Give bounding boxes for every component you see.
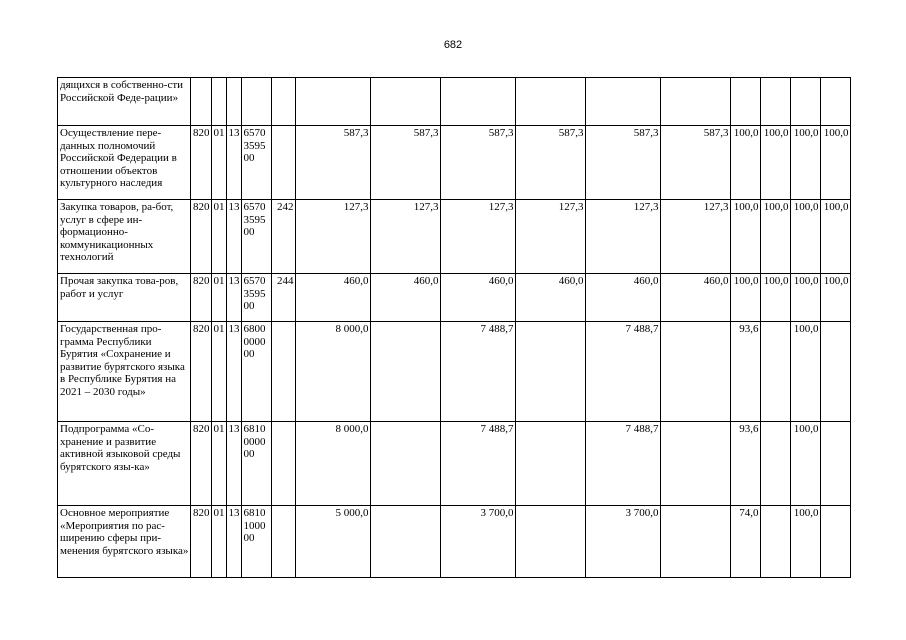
expense-type-code-cell xyxy=(271,422,295,506)
amount-cell-4: 127,3 xyxy=(515,200,585,274)
percent-cell-1: 74,0 xyxy=(730,506,760,578)
percent-cell-1: 93,6 xyxy=(730,322,760,422)
amount-cell-3: 127,3 xyxy=(440,200,515,274)
amount-cell-2: 460,0 xyxy=(370,274,440,322)
percent-cell-3 xyxy=(790,78,820,126)
amount-cell-1: 8 000,0 xyxy=(295,422,370,506)
expense-type-code-cell xyxy=(271,126,295,200)
target-article-code-cell: 6810 1000 00 xyxy=(241,506,271,578)
percent-cell-1: 93,6 xyxy=(730,422,760,506)
amount-cell-1: 8 000,0 xyxy=(295,322,370,422)
target-article-code-cell xyxy=(241,78,271,126)
amount-cell-3: 460,0 xyxy=(440,274,515,322)
grbs-code-cell: 820 xyxy=(191,322,212,422)
amount-cell-3: 7 488,7 xyxy=(440,422,515,506)
amount-cell-4: 460,0 xyxy=(515,274,585,322)
percent-cell-4: 100,0 xyxy=(820,126,850,200)
subsection-code-cell: 13 xyxy=(226,422,241,506)
percent-cell-3: 100,0 xyxy=(790,274,820,322)
percent-cell-3: 100,0 xyxy=(790,200,820,274)
table-row xyxy=(58,506,851,578)
percent-cell-2: 100,0 xyxy=(760,126,790,200)
amount-cell-4: 587,3 xyxy=(515,126,585,200)
table-row xyxy=(58,200,851,274)
amount-cell-1: 460,0 xyxy=(295,274,370,322)
percent-cell-1: 100,0 xyxy=(730,274,760,322)
target-article-code-cell: 6570 3595 00 xyxy=(241,274,271,322)
amount-cell-5: 7 488,7 xyxy=(585,422,660,506)
table-row xyxy=(58,78,851,126)
percent-cell-3: 100,0 xyxy=(790,506,820,578)
expense-type-code-cell xyxy=(271,322,295,422)
amount-cell-5 xyxy=(585,78,660,126)
table-row xyxy=(58,322,851,422)
percent-cell-4 xyxy=(820,506,850,578)
percent-cell-2 xyxy=(760,422,790,506)
table-row xyxy=(58,422,851,506)
subsection-code-cell: 13 xyxy=(226,126,241,200)
amount-cell-4 xyxy=(515,322,585,422)
amount-cell-6 xyxy=(660,422,730,506)
amount-cell-2 xyxy=(370,78,440,126)
section-code-cell: 01 xyxy=(211,126,226,200)
percent-cell-4 xyxy=(820,78,850,126)
grbs-code-cell: 820 xyxy=(191,506,212,578)
amount-cell-5: 3 700,0 xyxy=(585,506,660,578)
amount-cell-4 xyxy=(515,422,585,506)
grbs-code-cell xyxy=(191,78,212,126)
amount-cell-3: 7 488,7 xyxy=(440,322,515,422)
page-number: 682 xyxy=(443,39,463,51)
expense-type-code-cell xyxy=(271,78,295,126)
expense-type-code-cell: 244 xyxy=(271,274,295,322)
row-name-cell: Государственная про-грамма Республики Бурятия «Сохранение и развитие бурятского языка в Республике Бурятия на 2021 – 2030 годы» xyxy=(58,322,191,422)
percent-cell-2: 100,0 xyxy=(760,274,790,322)
grbs-code-cell: 820 xyxy=(191,126,212,200)
amount-cell-6: 127,3 xyxy=(660,200,730,274)
amount-cell-5: 7 488,7 xyxy=(585,322,660,422)
amount-cell-5: 587,3 xyxy=(585,126,660,200)
percent-cell-2 xyxy=(760,78,790,126)
grbs-code-cell: 820 xyxy=(191,422,212,506)
percent-cell-3: 100,0 xyxy=(790,422,820,506)
row-name-cell: Подпрограмма «Со-хранение и развитие активной языковой среды бурятского язы-ка» xyxy=(58,422,191,506)
subsection-code-cell: 13 xyxy=(226,200,241,274)
amount-cell-6: 460,0 xyxy=(660,274,730,322)
section-code-cell xyxy=(211,78,226,126)
budget-table xyxy=(57,77,851,578)
expense-type-code-cell xyxy=(271,506,295,578)
amount-cell-6 xyxy=(660,506,730,578)
section-code-cell: 01 xyxy=(211,322,226,422)
percent-cell-4 xyxy=(820,322,850,422)
amount-cell-1: 5 000,0 xyxy=(295,506,370,578)
grbs-code-cell: 820 xyxy=(191,200,212,274)
amount-cell-1: 587,3 xyxy=(295,126,370,200)
amount-cell-4 xyxy=(515,78,585,126)
section-code-cell: 01 xyxy=(211,200,226,274)
percent-cell-2 xyxy=(760,506,790,578)
amount-cell-5: 127,3 xyxy=(585,200,660,274)
section-code-cell: 01 xyxy=(211,274,226,322)
percent-cell-3: 100,0 xyxy=(790,322,820,422)
section-code-cell: 01 xyxy=(211,422,226,506)
amount-cell-2: 587,3 xyxy=(370,126,440,200)
subsection-code-cell: 13 xyxy=(226,274,241,322)
subsection-code-cell xyxy=(226,78,241,126)
grbs-code-cell: 820 xyxy=(191,274,212,322)
expense-type-code-cell: 242 xyxy=(271,200,295,274)
percent-cell-4: 100,0 xyxy=(820,274,850,322)
subsection-code-cell: 13 xyxy=(226,506,241,578)
subsection-code-cell: 13 xyxy=(226,322,241,422)
amount-cell-6: 587,3 xyxy=(660,126,730,200)
section-code-cell: 01 xyxy=(211,506,226,578)
percent-cell-4: 100,0 xyxy=(820,200,850,274)
row-name-cell: Осуществление пере-данных полномочий Российской Федерации в отношении объектов культурного наследия xyxy=(58,126,191,200)
percent-cell-1: 100,0 xyxy=(730,126,760,200)
row-name-cell: Закупка товаров, ра-бот, услуг в сфере ин-формационно-коммуникационных технологий xyxy=(58,200,191,274)
table-row xyxy=(58,274,851,322)
amount-cell-4 xyxy=(515,506,585,578)
amount-cell-1 xyxy=(295,78,370,126)
percent-cell-2: 100,0 xyxy=(760,200,790,274)
amount-cell-6 xyxy=(660,322,730,422)
amount-cell-6 xyxy=(660,78,730,126)
row-name-cell: дящихся в собственно-сти Российской Феде-рации» xyxy=(58,78,191,126)
amount-cell-3: 587,3 xyxy=(440,126,515,200)
percent-cell-4 xyxy=(820,422,850,506)
amount-cell-2 xyxy=(370,506,440,578)
amount-cell-5: 460,0 xyxy=(585,274,660,322)
percent-cell-3: 100,0 xyxy=(790,126,820,200)
amount-cell-3 xyxy=(440,78,515,126)
percent-cell-1 xyxy=(730,78,760,126)
percent-cell-2 xyxy=(760,322,790,422)
target-article-code-cell: 6570 3595 00 xyxy=(241,200,271,274)
percent-cell-1: 100,0 xyxy=(730,200,760,274)
amount-cell-1: 127,3 xyxy=(295,200,370,274)
amount-cell-2: 127,3 xyxy=(370,200,440,274)
target-article-code-cell: 6570 3595 00 xyxy=(241,126,271,200)
target-article-code-cell: 6800 0000 00 xyxy=(241,322,271,422)
table-row xyxy=(58,126,851,200)
row-name-cell: Основное мероприятие «Мероприятия по рас-ширению сферы при-менения бурятского языка» xyxy=(58,506,191,578)
amount-cell-3: 3 700,0 xyxy=(440,506,515,578)
amount-cell-2 xyxy=(370,322,440,422)
amount-cell-2 xyxy=(370,422,440,506)
row-name-cell: Прочая закупка това-ров, работ и услуг xyxy=(58,274,191,322)
target-article-code-cell: 6810 0000 00 xyxy=(241,422,271,506)
